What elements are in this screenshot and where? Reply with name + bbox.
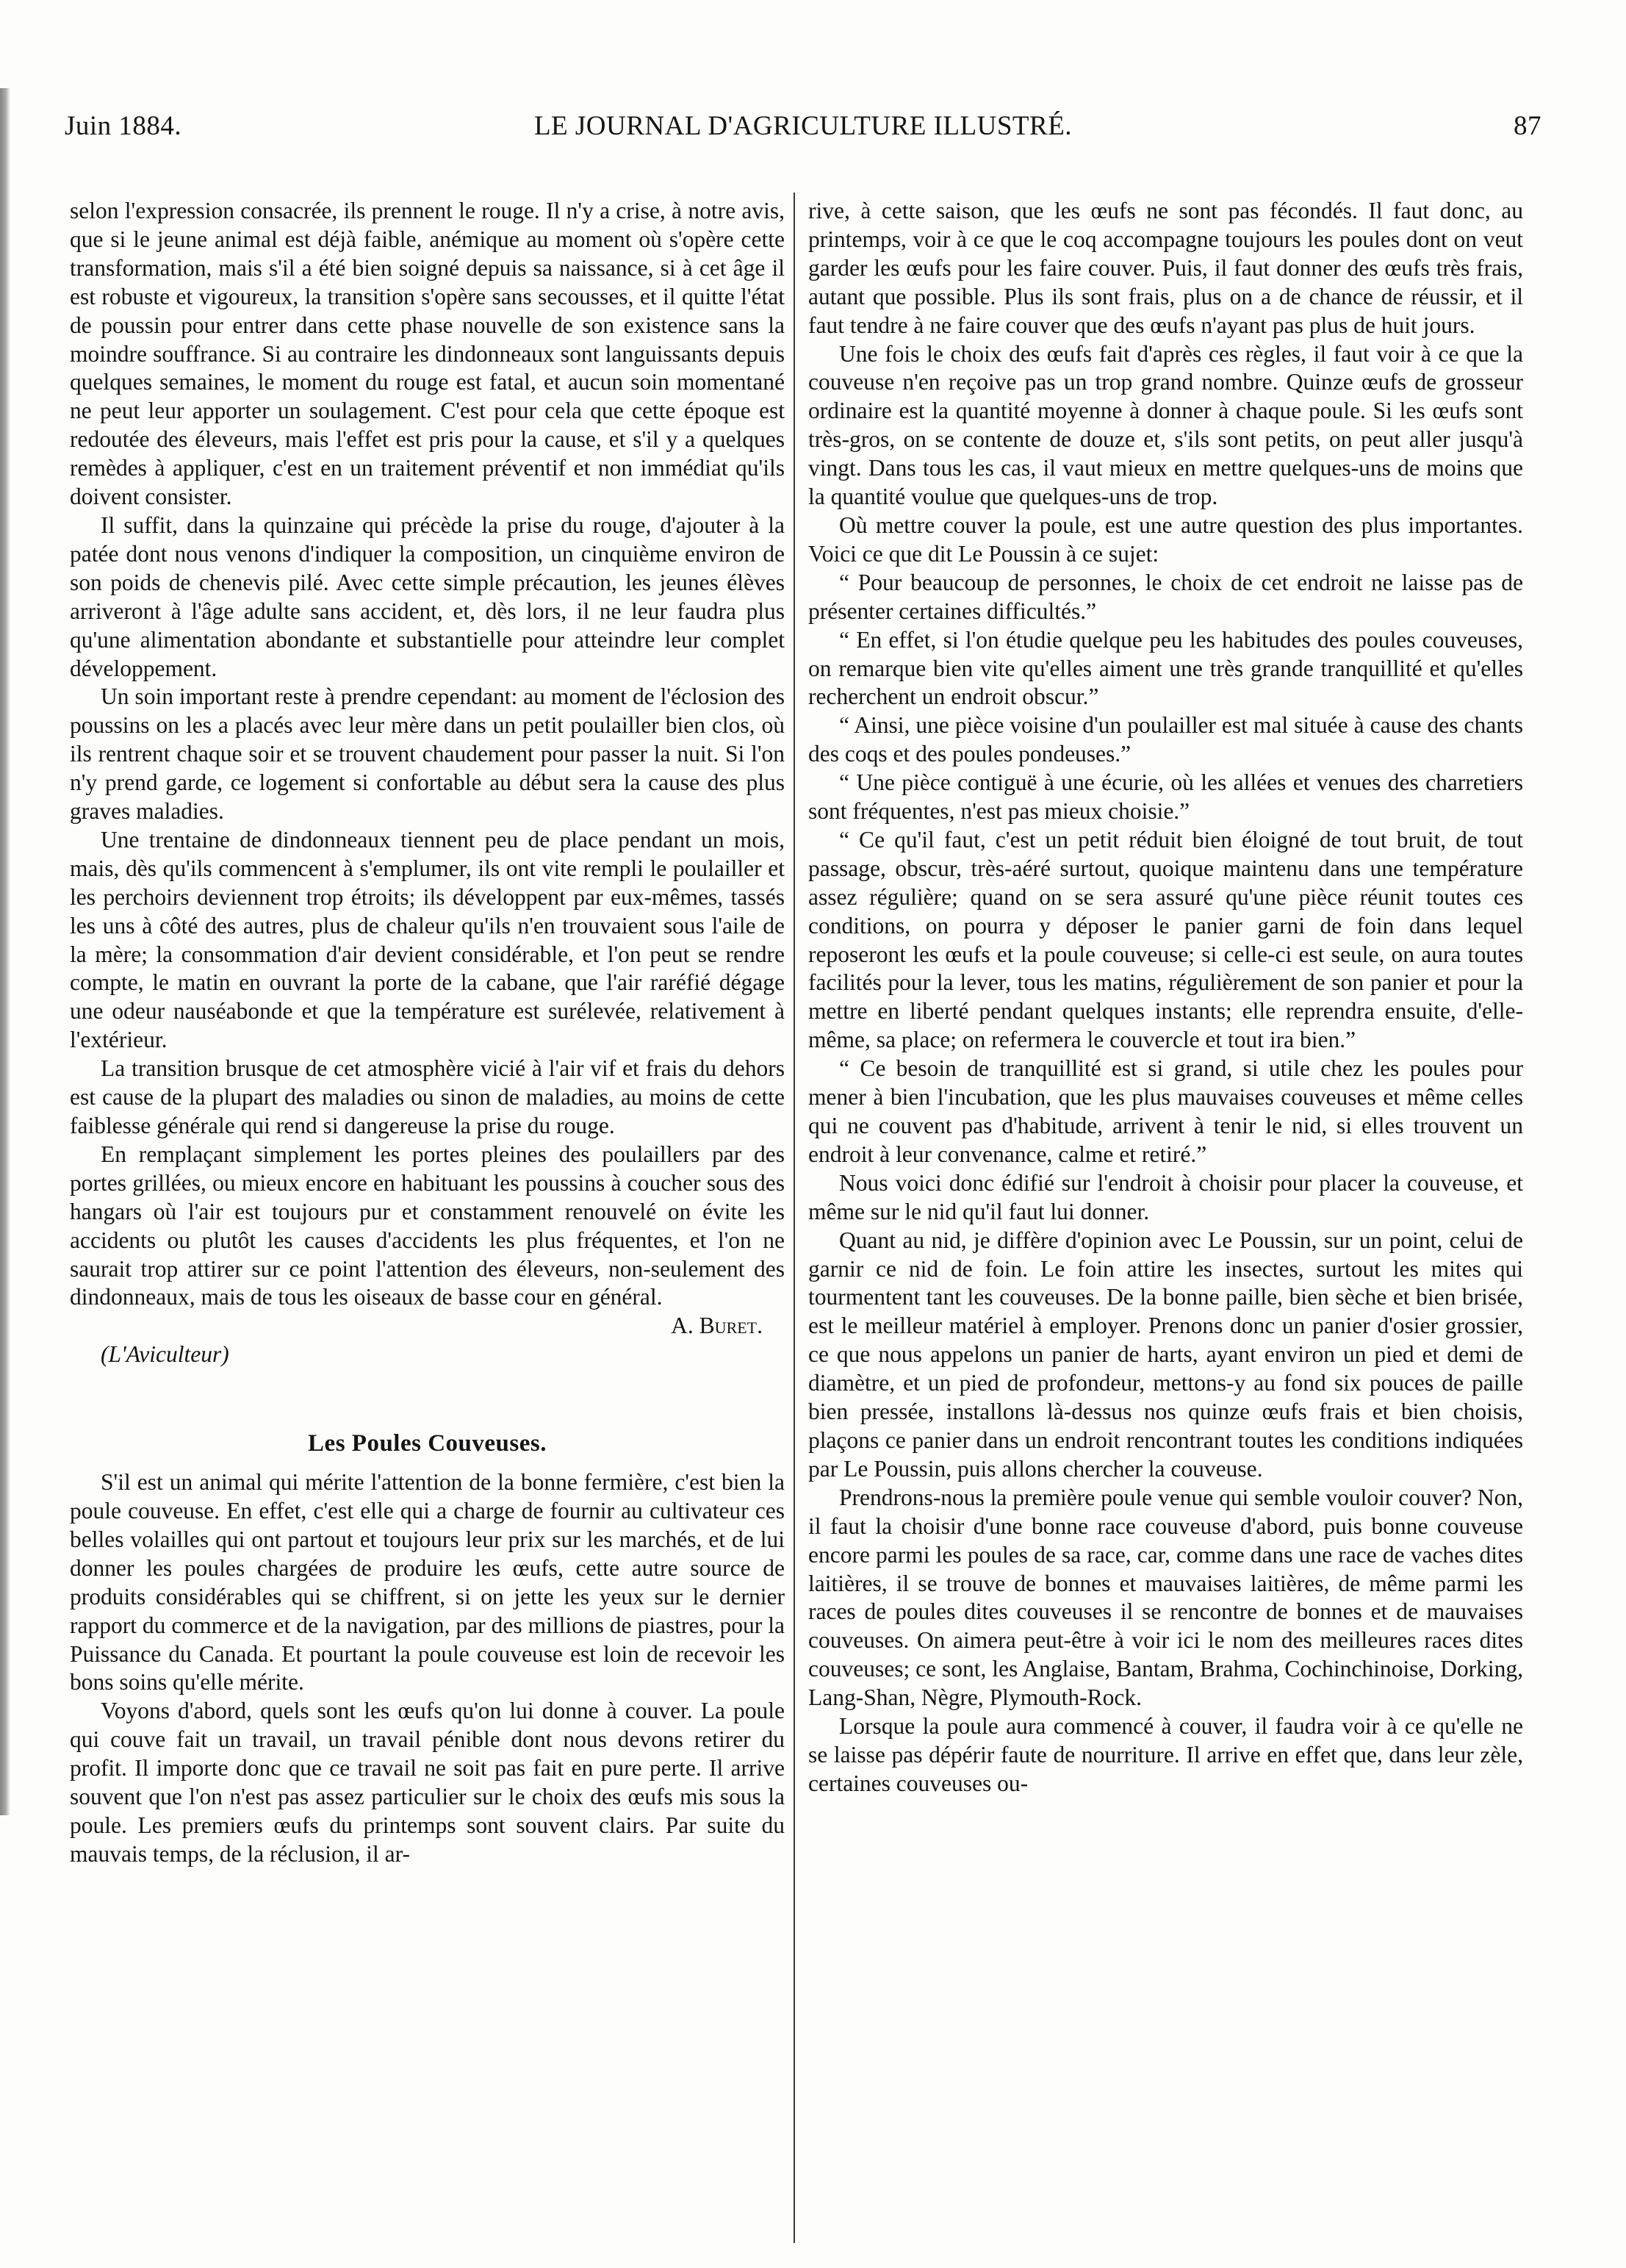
paragraph: Un soin important reste à prendre cependant: au moment de l'éclosion des poussins on les a placés avec leur mère dans un petit poulailler bien clos, où ils rentrent chaque soir et se trouvent chaudement pour passer la nuit. Si l'on n'y prend garde, ce logement si confortable au début sera la cause des plus graves maladies. xyxy=(70,683,785,825)
paragraph: Lorsque la poule aura commencé à couver, il faudra voir à ce qu'elle ne se laisse pas dépérir faute de nourriture. Il arrive en effet que, dans leur zèle, certaines couveuses ou- xyxy=(808,1713,1523,1796)
paragraph: Il suffit, dans la quinzaine qui précède la prise du rouge, d'ajouter à la patée dont nous venons d'indiquer la composition, un cinquième environ de son poids de chenevis pilé. Avec cette simple précaution, les jeunes élèves arriveront à l'âge adulte sans accident, et, dès lors, il ne leur faudra plus qu'une alimentation abondante et substantielle pour atteindre leur complet développement. xyxy=(70,512,785,681)
paragraph: Prendrons-nous la première poule venue qui semble vouloir couver? Non, il faut la choisir d'une bonne race couveuse d'abord, puis bonne couveuse encore parmi les poules de sa race, car, comme dans une race de vaches dites laitières, il se trouve de bonnes et mauvaises laitières, de même parmi les races de poules dites couveuses il se rencontre de bonnes et de mauvaises couveuses. On aimera peut-être à voir ici le nom des meilleures races dites couveuses; ce sont, les Anglaise, Bantam, Brahma, Cochinchinoise, Dorking, Lang-Shan, Nègre, Plymouth-Rock. xyxy=(808,1484,1523,1711)
paragraph: En remplaçant simplement les portes pleines des poulaillers par des portes grillées, ou mieux encore en habituant les poussins à coucher sous des hangars où l'air est toujours pur et constamment renouvelé on évite les accidents ou plutôt les causes d'accidents les plus fréquentes, et l'on ne saurait trop attirer sur ce point l'attention des éleveurs, non-seulement des dindonneaux, mais de tous les oiseaux de basse cour en général. xyxy=(70,1141,785,1310)
quote-paragraph: “ Ce besoin de tranquillité est si grand, si utile chez les poules pour mener à bien l'incubation, que les plus mauvaises couveuses et même celles qui ne couvent pas d'habitude, arrivent à tenir le nid, si elles trouvent un endroit à leur convenance, calme et retiré.” xyxy=(808,1055,1523,1167)
right-column xyxy=(808,197,1523,2247)
page-header xyxy=(65,110,1542,154)
paragraph: Une fois le choix des œufs fait d'après ces règles, il faut voir à ce que la couveuse n'en reçoive pas un trop grand nombre. Quinze œufs de grosseur ordinaire est la quantité moyenne à donner à chaque poule. Si les œufs sont très-gros, on se contente de douze et, s'ils sont petits, on peut aller jusqu'à vingt. Dans tous les cas, il vaut mieux en mettre quelques-uns de moins que la quantité voulue que quelques-uns de trop. xyxy=(808,340,1523,510)
quote-paragraph: “ Une pièce contiguë à une écurie, où les allées et venues des charretiers sont fréquentes, n'est pas mieux choisie.” xyxy=(808,769,1523,825)
left-column xyxy=(70,197,785,2247)
article-signature-line xyxy=(70,1312,785,1341)
paragraph: Une trentaine de dindonneaux tiennent peu de place pendant un mois, mais, dès qu'ils commencent à s'emplumer, ils ont vite rempli le poulailler et les perchoirs deviennent trop étroits; ils développent par eux-mêmes, tassés les uns à côté des autres, plus de chaleur qu'ils n'en trouvaient sous l'aile de la mère; la consommation d'air devient considérable, et l'on peut se rendre compte, le matin en ouvrant la porte de la cabane, que l'air raréfié dégage une odeur nauséabonde et que la température est surélevée, relativement à l'extérieur. xyxy=(70,826,785,1053)
quote-paragraph: “ Ainsi, une pièce voisine d'un poulailler est mal située à cause des chants des coqs et des poules pondeuses.” xyxy=(808,712,1523,767)
paragraph: S'il est un animal qui mérite l'attention de la bonne fermière, c'est bien la poule couveuse. En effet, c'est elle qui a charge de fournir au cultivateur ces belles volailles qui ont partout et toujours leur prix sur les marchés, et de lui donner les poules chargées de produire les œufs, cette autre source de produits considérables qui se chiffrent, si on jette les yeux sur le dernier rapport du commerce et de la navigation, par des millions de piastres, pour la Puissance du Canada. Et pourtant la poule couveuse est loin de recevoir les bons soins qu'elle mérite. xyxy=(70,1469,785,1695)
article-source: (L'Aviculteur) xyxy=(101,1341,229,1368)
page-number: 87 xyxy=(1514,111,1542,141)
author-signature: A. Buret. xyxy=(671,1313,763,1339)
section-title: Les Poules Couveuses. xyxy=(308,1430,547,1457)
paragraph: La transition brusque de cet atmosphère vicié à l'air vif et frais du dehors est cause de la plupart des maladies ou sinon de maladies, au moins de cette faiblesse générale qui rend si dangereuse la prise du rouge. xyxy=(70,1055,785,1138)
paragraph: Où mettre couver la poule, est une autre question des plus importantes. Voici ce que dit Le Poussin à ce sujet: xyxy=(808,512,1523,567)
scan-shadow xyxy=(0,88,10,1815)
paragraph: selon l'expression consacrée, ils prennent le rouge. Il n'y a crise, à notre avis, que si le jeune animal est déjà faible, anémique au moment où s'opère cette transformation, mais s'il a été bien soigné depuis sa naissance, si à cet âge il est robuste et vigoureux, la transition s'opère sans secousses, et il quitte l'état de poussin pour entrer dans cette phase nouvelle de son existence sans la moindre souffrance. Si au contraire les dindonneaux sont languissants depuis quelques semaines, le moment du rouge est fatal, et aucun soin momentané ne peut leur apporter un soulagement. C'est pour cela que cette époque est redoutée des éleveurs, mais l'effet est pris pour la cause, et s'il y a quelques remèdes à appliquer, c'est en un traitement préventif et non immédiat qu'ils doivent consister. xyxy=(70,198,785,510)
issue-date: Juin 1884. xyxy=(65,111,182,141)
column-divider xyxy=(794,193,795,2243)
quote-paragraph: “ Ce qu'il faut, c'est un petit réduit bien éloigné de tout bruit, de tout passage, obscur, très-aéré surtout, quoique maintenu dans une température assez régulière; quand on se sera assuré qu'une pièce réunit toutes ces conditions, on pourra y déposer le panier garni de foin dans lequel reposeront les œufs et la poule couveuse; si celle-ci est seule, on aura toutes facilités pour la lever, tous les matins, régulièrement de son panier et pour la mettre en liberté pendant quelques instants; elle reprendra ensuite, d'elle-même, sa place; on refermera le couvercle et tout ira bien.” xyxy=(808,826,1523,1053)
quote-paragraph: “ En effet, si l'on étudie quelque peu les habitudes des poules couveuses, on remarque bien vite qu'elles aiment une très grande tranquillité et qu'elles recherchent un endroit obscur.” xyxy=(808,626,1523,710)
paragraph: Nous voici donc édifié sur l'endroit à choisir pour placer la couveuse, et même sur le nid qu'il faut lui donner. xyxy=(808,1169,1523,1224)
journal-title: LE JOURNAL D'AGRICULTURE ILLUSTRÉ. xyxy=(533,111,1073,141)
paragraph: Quant au nid, je diffère d'opinion avec Le Poussin, sur un point, celui de garnir ce nid de foin. Le foin attire les insectes, surtout les mites qui tourmentent tant les couveuses. De la bonne paille, bien sèche et bien brisée, est le meilleur matériel à employer. Prenons donc un panier d'osier grossier, ce que nous appelons un panier de harts, ayant environ un pied et demi de diamètre, et un pied de profondeur, mettons-y au fond six pouces de paille bien pressée, installons là-dessus nos quinze œufs frais et bien choisis, plaçons ce panier dans un endroit rencontrant toutes les conditions indiquées par Le Poussin, puis allons chercher la couveuse. xyxy=(808,1227,1523,1482)
quote-paragraph: “ Pour beaucoup de personnes, le choix de cet endroit ne laisse pas de présenter certaines difficultés.” xyxy=(808,569,1523,624)
paragraph: rive, à cette saison, que les œufs ne sont pas fécondés. Il faut donc, au printemps, voir à ce que le coq accompagne toujours les poules dont on veut garder les œufs pour les faire couver. Puis, il faut donner des œufs très frais, autant que possible. Plus ils sont frais, plus on a de chance de réussir, et il faut tendre à ne faire couver que des œufs n'ayant pas plus de huit jours. xyxy=(808,198,1523,338)
paragraph: Voyons d'abord, quels sont les œufs qu'on lui donne à couver. La poule qui couve fait un travail, un travail pénible dont nous devons retirer du profit. Il importe donc que ce travail ne soit pas fait en pure perte. Il arrive souvent que l'on n'est pas assez particulier sur le choix des œufs mis sous la poule. Les premiers œufs du printemps sont souvent clairs. Par suite du mauvais temps, de la réclusion, il ar- xyxy=(70,1698,785,1867)
